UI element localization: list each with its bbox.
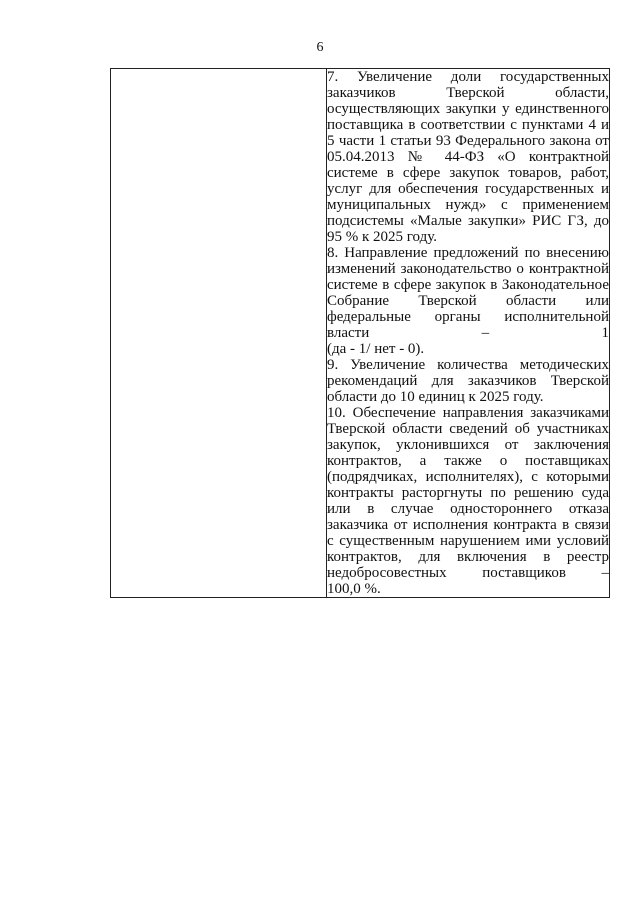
indicator-last-line: области до 10 единиц к 2025 году. <box>327 389 544 405</box>
indicator-text: 8. Направление предложений по внесению изменений законодательство о контрактной системе в сфере закупок в Законодательное Собрание Тверской области или федеральные органы исполнительной власти – 1 <box>327 245 609 341</box>
indicator-text: 7. Увеличение доли государственных заказчиков Тверской области, осуществляющих закупки у единственного поставщика в соответствии с пунктами 4 и 5 части 1 статьи 93 Федерального закона от 05.04.2013 № 44-ФЗ «О контрактной системе в сфере закупок товаров, работ, услуг для обеспечения государственных и муниципальных нужд» с применением подсистемы «Малые закупки» РИС ГЗ, до <box>327 69 609 229</box>
indicator-last-line: (да - 1/ нет - 0). <box>327 341 425 357</box>
indicator-item-10 <box>327 405 609 597</box>
indicators-cell <box>327 69 610 598</box>
indicator-last-line: 95 % к 2025 году. <box>327 229 438 245</box>
indicator-item-9 <box>327 357 609 405</box>
indicator-item-7 <box>327 69 609 245</box>
document-table <box>110 68 610 598</box>
table-row <box>111 69 610 598</box>
left-empty-cell <box>111 69 327 598</box>
indicator-last-line: 100,0 %. <box>327 581 381 597</box>
indicator-item-8 <box>327 245 609 357</box>
indicator-text: 10. Обеспечение направления заказчиками Тверской области сведений об участниках закупок, уклонившихся от заключения контрактов, а также о поставщиках (подрядчиках, исполнителях), с которыми контракты расторгнуты по решению суда или в случае одностороннего отказа заказчика от исполнения контракта в связи с существенным нарушением ими условий контрактов, для включения в реестр недобросовестных поставщиков – <box>327 405 609 581</box>
page-number: 6 <box>316 40 324 55</box>
indicator-text: 9. Увеличение количества методических рекомендаций для заказчиков Тверской <box>327 357 609 389</box>
